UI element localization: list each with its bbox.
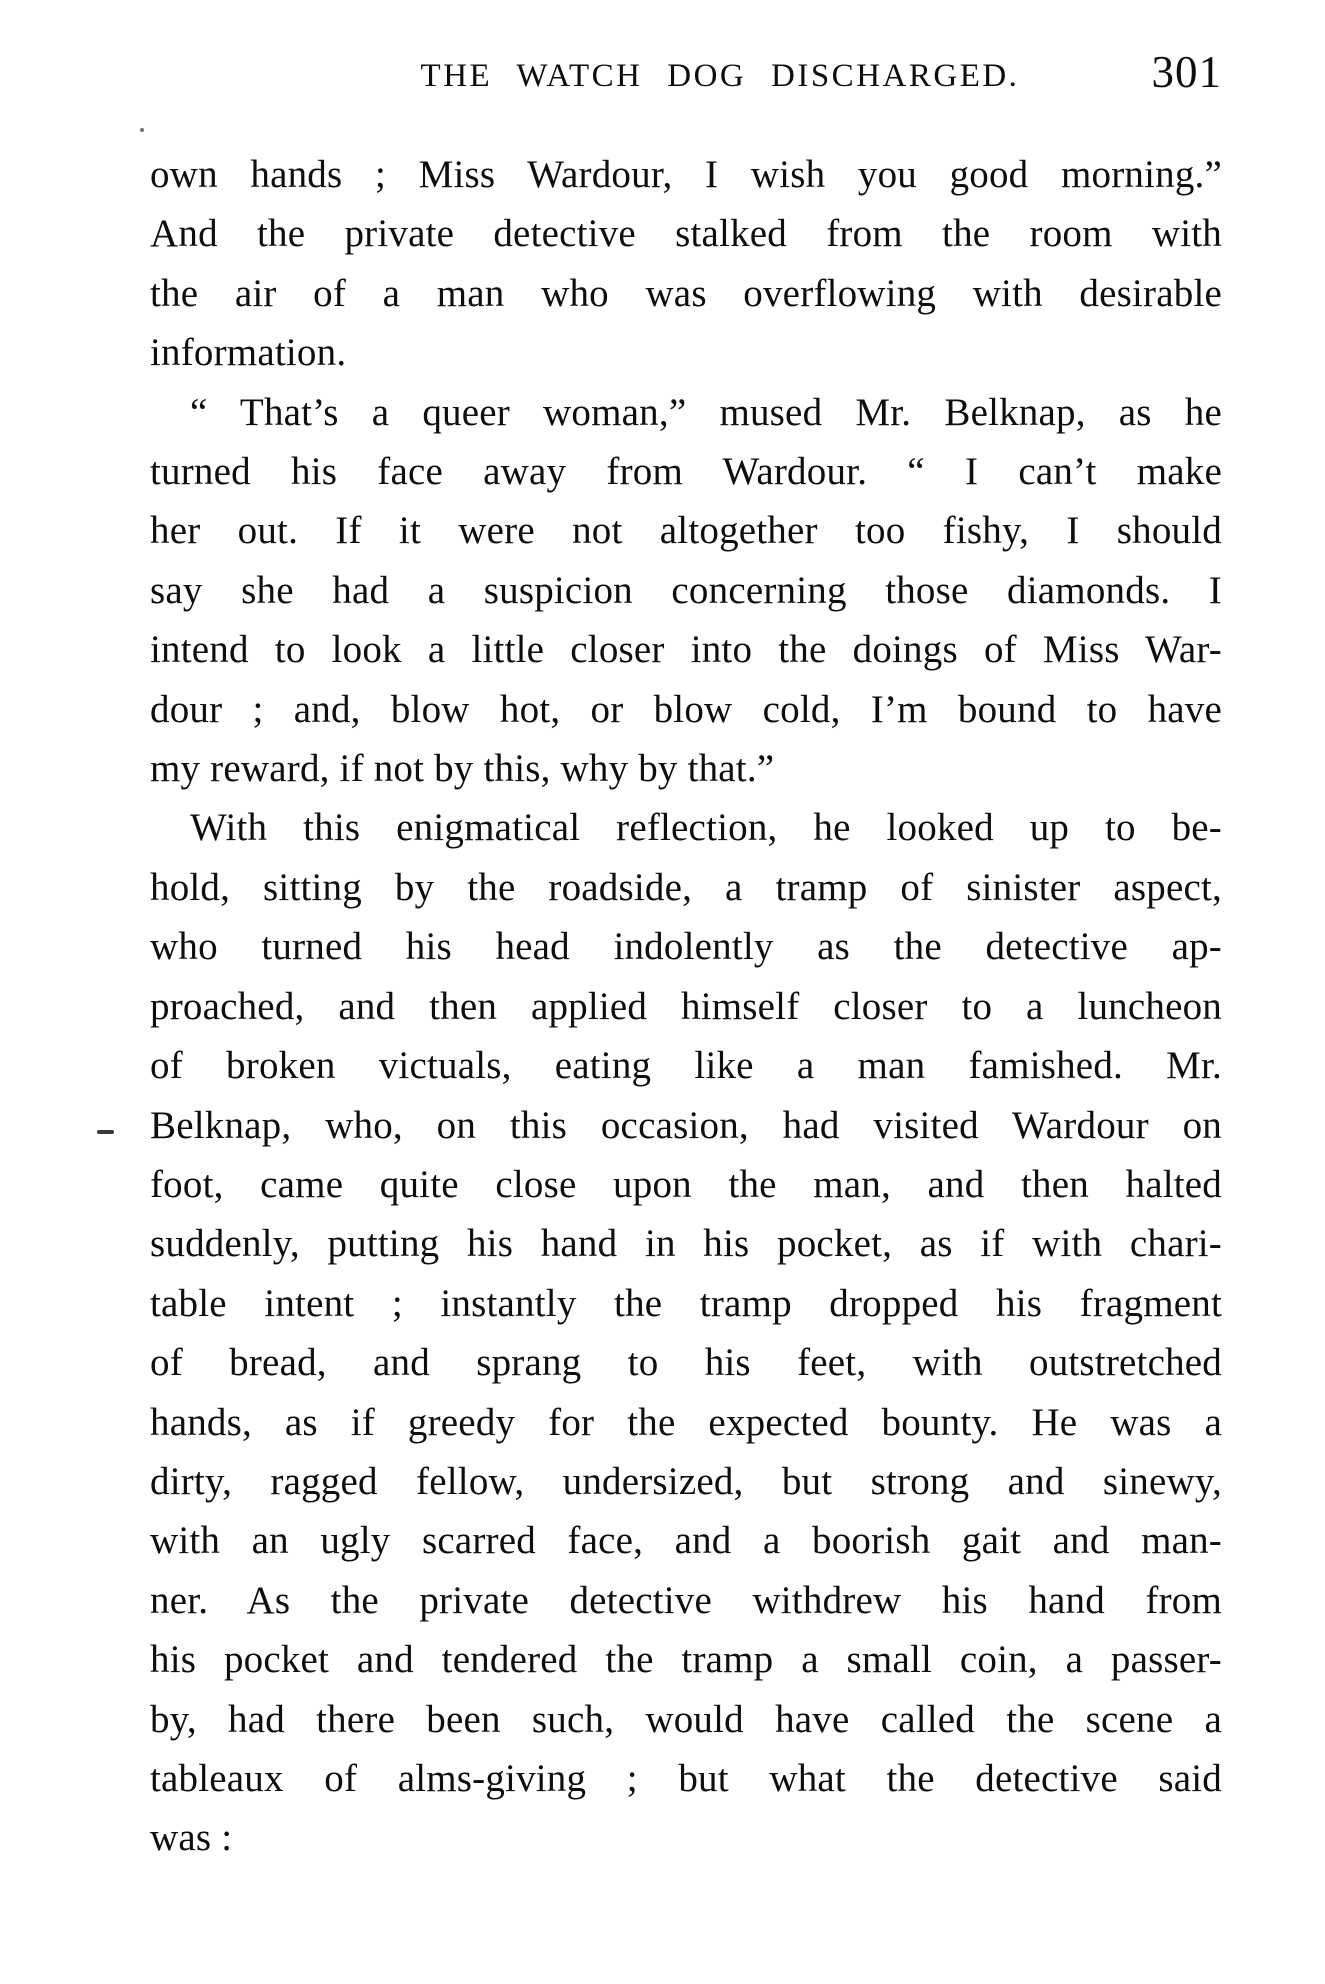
- text-line: of bread, and sprang to his feet, with outstretched: [150, 1341, 1222, 1385]
- text-line: And the private detective stalked from the room with: [150, 212, 1222, 256]
- page-title: THE WATCH DOG DISCHARGED.: [420, 58, 1020, 94]
- text-line: suddenly, putting his hand in his pocket, as if with chari-: [150, 1222, 1222, 1266]
- text-line: of broken victuals, eating like a man famished. Mr.: [150, 1044, 1222, 1088]
- page-number: 301: [1151, 47, 1222, 97]
- text-line: by, had there been such, would have called the scene a: [150, 1697, 1222, 1741]
- text-line: my reward, if not by this, why by that.”: [150, 747, 775, 791]
- text-line: dour ; and, blow hot, or blow cold, I’m bound to have: [150, 687, 1222, 731]
- text-line: his pocket and tendered the tramp a small coin, a passer-: [150, 1638, 1222, 1682]
- running-header: [150, 47, 1222, 106]
- text-line: with an ugly scarred face, and a boorish gait and man-: [150, 1519, 1222, 1563]
- text-line: proached, and then applied himself closer to a luncheon: [150, 984, 1222, 1028]
- text-line: “ That’s a queer woman,” mused Mr. Belknap, as he: [190, 390, 1222, 434]
- text-line: hold, sitting by the roadside, a tramp of sinister aspect,: [150, 865, 1222, 909]
- text-line: was :: [150, 1816, 233, 1860]
- scan-artifact-dash: [97, 1130, 114, 1134]
- text-line: tableaux of alms-giving ; but what the detective said: [150, 1756, 1222, 1800]
- text-line: ner. As the private detective withdrew his hand from: [150, 1578, 1222, 1622]
- text-line: With this enigmatical reflection, he looked up to be-: [190, 806, 1222, 850]
- text-line: information.: [150, 331, 347, 375]
- text-line: Belknap, who, on this occasion, had visited Wardour on: [150, 1103, 1222, 1147]
- text-line: foot, came quite close upon the man, and then halted: [150, 1162, 1222, 1206]
- text-line: table intent ; instantly the tramp dropped his fragment: [150, 1281, 1222, 1325]
- text-line: own hands ; Miss Wardour, I wish you good morning.”: [150, 153, 1222, 196]
- text-line: her out. If it were not altogether too fishy, I should: [150, 509, 1222, 553]
- scan-artifact-dot: [140, 128, 144, 132]
- text-block: [150, 145, 1222, 1868]
- text-line: the air of a man who was overflowing with desirable: [150, 271, 1222, 315]
- text-line: intend to look a little closer into the doings of Miss War-: [150, 628, 1222, 672]
- text-line: who turned his head indolently as the detective ap-: [150, 925, 1222, 969]
- text-line: hands, as if greedy for the expected bounty. He was a: [150, 1400, 1222, 1444]
- text-line: turned his face away from Wardour. “ I can’t make: [150, 450, 1222, 494]
- text-line: say she had a suspicion concerning those diamonds. I: [150, 568, 1222, 612]
- text-line: dirty, ragged fellow, undersized, but strong and sinewy,: [150, 1459, 1222, 1503]
